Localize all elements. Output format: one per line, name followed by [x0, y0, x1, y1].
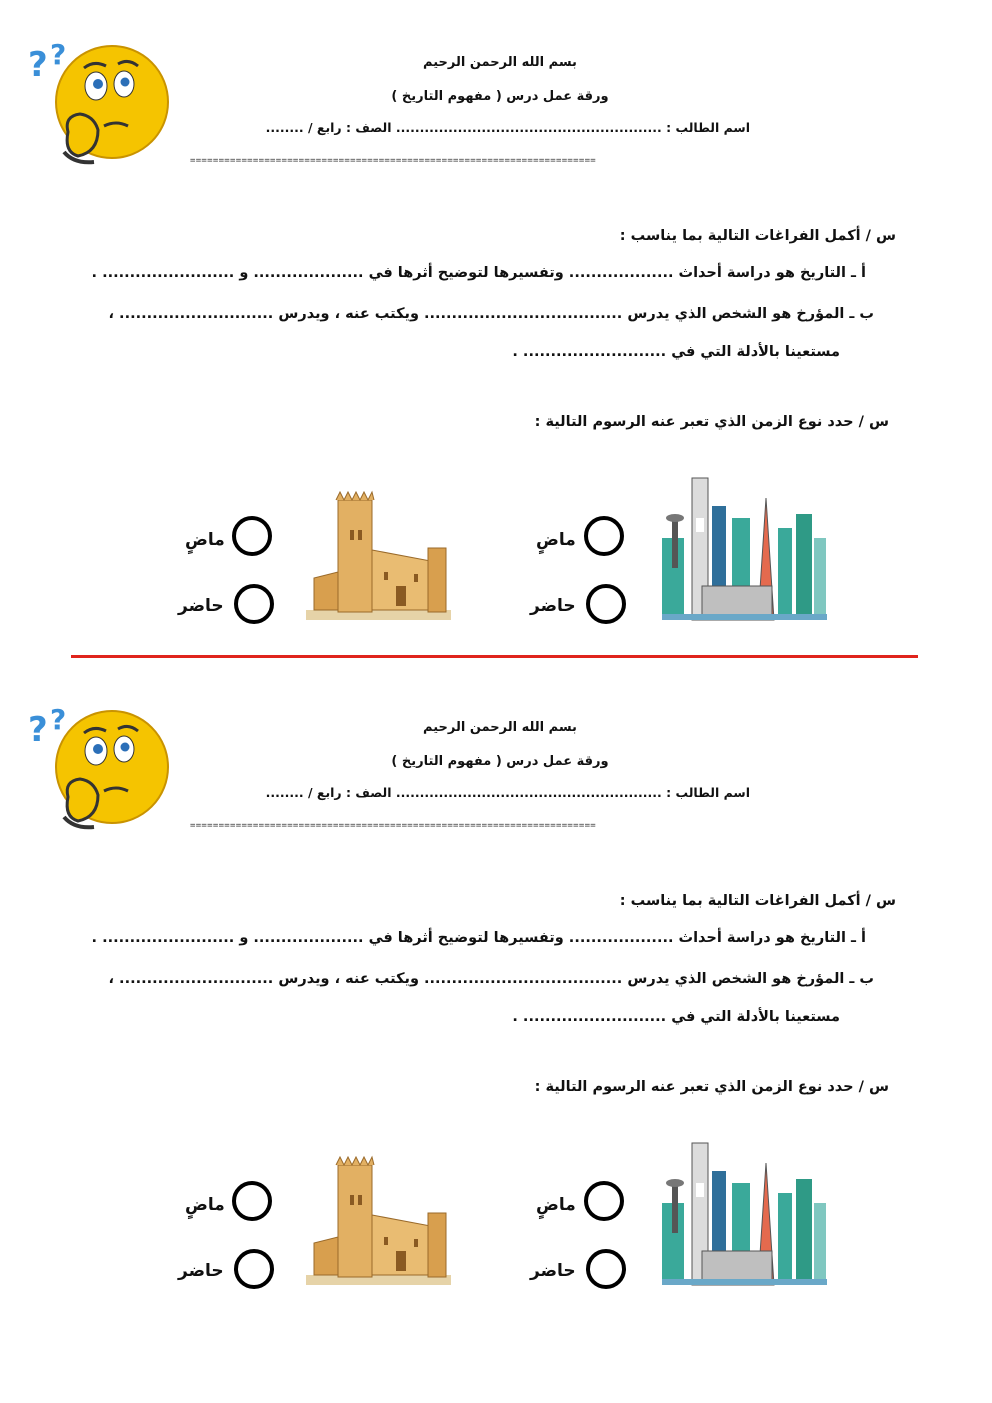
- question-1-line-c: مستعينا بالأدلة التي في .......................... .: [512, 1009, 840, 1025]
- option-past-circle[interactable]: [584, 516, 624, 556]
- separator: =======================================================================: [190, 821, 597, 831]
- question-1-line-b: ب ـ المؤرخ هو الشخص الذي يدرس .................................... ويكتب عنه ، ويدرس ............................ ،: [108, 971, 874, 987]
- question-1-line-a: أ ـ التاريخ هو دراسة أحداث ................... وتفسيرها لتوضيح أثرها في .................... و ........................ .: [91, 265, 866, 281]
- question-2-heading: س / حدد نوع الزمن الذي تعبر عنه الرسوم التالية :: [534, 1079, 889, 1095]
- section-divider: [71, 655, 918, 658]
- question-2-heading: س / حدد نوع الزمن الذي تعبر عنه الرسوم التالية :: [534, 414, 889, 430]
- option-present-label: حاضر: [178, 1261, 224, 1281]
- option-present-circle[interactable]: [586, 584, 626, 624]
- option-past-label: ماضٍ: [536, 1195, 576, 1215]
- option-present-circle[interactable]: [234, 1249, 274, 1289]
- modern-city-skyline-icon: [662, 478, 827, 623]
- basmala: بسم الله الرحمن الرحيم: [423, 720, 577, 735]
- worksheet-title: ورقة عمل درس ( مفهوم التاريخ ): [391, 89, 609, 104]
- option-present-label: حاضر: [530, 596, 576, 616]
- old-fort-icon: [306, 1155, 451, 1290]
- svg-text:?: ?: [28, 45, 48, 85]
- basmala: بسم الله الرحمن الرحيم: [423, 55, 577, 70]
- option-past-label: ماضٍ: [185, 530, 225, 550]
- option-past-label: ماضٍ: [185, 1195, 225, 1215]
- question-1-heading: س / أكمل الفراغات التالية بما يناسب :: [619, 228, 896, 244]
- option-past-circle[interactable]: [232, 516, 272, 556]
- worksheet-title: ورقة عمل درس ( مفهوم التاريخ ): [391, 754, 609, 769]
- old-fort-icon: [306, 490, 451, 625]
- option-past-label: ماضٍ: [536, 530, 576, 550]
- question-1-heading: س / أكمل الفراغات التالية بما يناسب :: [619, 893, 896, 909]
- option-past-circle[interactable]: [232, 1181, 272, 1221]
- option-present-circle[interactable]: [234, 584, 274, 624]
- student-info-line: اسم الطالب : ........................................................ الصف : رابع / ........: [265, 785, 750, 800]
- option-present-circle[interactable]: [586, 1249, 626, 1289]
- svg-text:?: ?: [28, 710, 48, 750]
- worksheet-2: [0, 665, 992, 1330]
- modern-city-skyline-icon: [662, 1143, 827, 1288]
- question-1-line-b: ب ـ المؤرخ هو الشخص الذي يدرس .................................... ويكتب عنه ، ويدرس ............................ ،: [108, 306, 874, 322]
- question-1-line-a: أ ـ التاريخ هو دراسة أحداث ................... وتفسيرها لتوضيح أثرها في .................... و ........................ .: [91, 930, 866, 946]
- option-present-label: حاضر: [178, 596, 224, 616]
- svg-text:?: ?: [50, 38, 67, 71]
- student-info-line: اسم الطالب : ........................................................ الصف : رابع / ........: [265, 120, 750, 135]
- option-present-label: حاضر: [530, 1261, 576, 1281]
- worksheet-1: [0, 0, 992, 665]
- svg-text:?: ?: [50, 703, 67, 736]
- option-past-circle[interactable]: [584, 1181, 624, 1221]
- question-1-line-c: مستعينا بالأدلة التي في .......................... .: [512, 344, 840, 360]
- thinking-emoji-icon: [24, 699, 174, 834]
- separator: =======================================================================: [190, 156, 597, 166]
- thinking-emoji-icon: [24, 34, 174, 169]
